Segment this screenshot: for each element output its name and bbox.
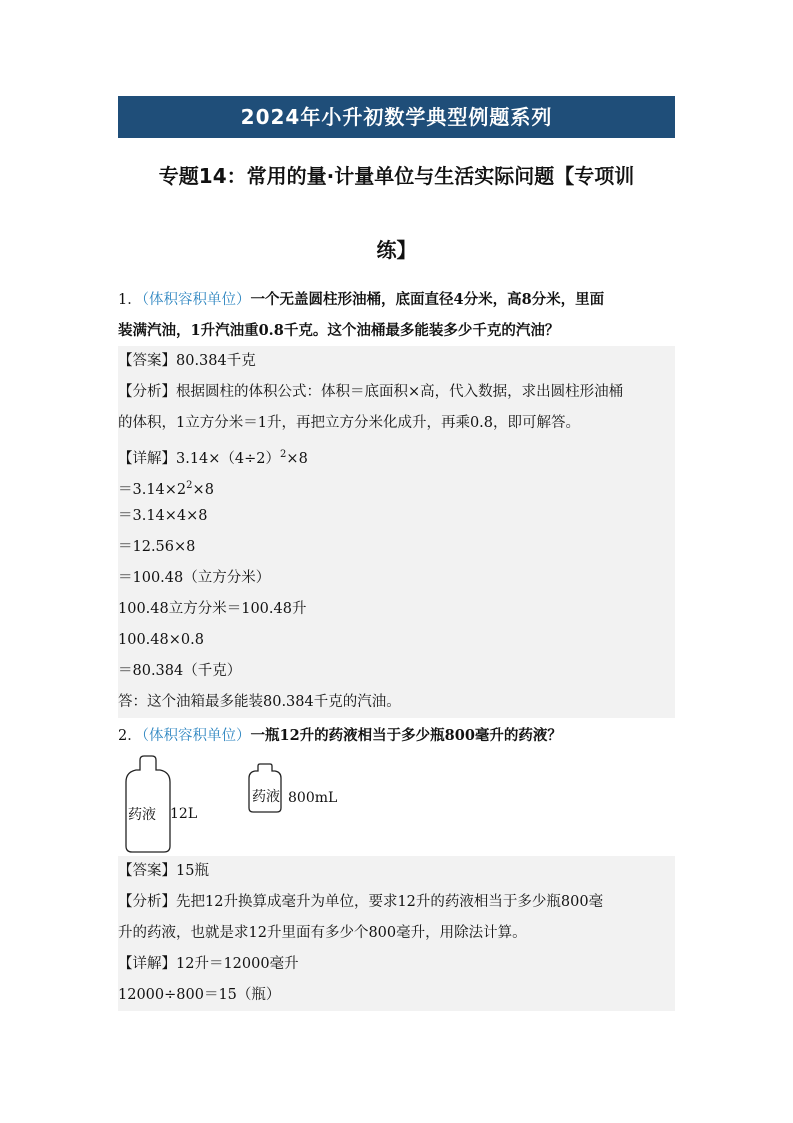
q1-step5: 100.48立方分米＝100.48升	[118, 594, 675, 625]
q1-answer: 【答案】80.384千克	[118, 346, 675, 377]
q1-step3: ＝12.56×8	[118, 532, 675, 563]
q1-line2: 装满汽油，1升汽油重0.8千克。这个油桶最多能装多少千克的汽油？	[118, 322, 560, 339]
q2-number: 2．	[118, 728, 142, 744]
small-bottle-volume: 800mL	[288, 790, 338, 806]
large-bottle-label: 药液	[128, 807, 156, 823]
q1-number: 1．	[118, 292, 142, 308]
q1-step1-pre: ＝3.14×2	[118, 481, 187, 498]
q1-analysis-1: 【分析】根据圆柱的体积公式：体积＝底面积×高，代入数据，求出圆柱形油桶	[118, 377, 675, 408]
q2-detail: 【详解】12升＝12000毫升	[118, 949, 675, 980]
small-bottle-label: 药液	[252, 789, 280, 805]
q1-tag: （体积容积单位）	[141, 292, 251, 308]
q2-answer: 【答案】15瓶	[118, 856, 675, 887]
q1-final-answer: 答：这个油箱最多能装80.384千克的汽油。	[118, 687, 675, 718]
q1-step4: ＝100.48（立方分米）	[118, 563, 675, 594]
q2-analysis-1: 【分析】先把12升换算成毫升为单位，要求12升的药液相当于多少瓶800毫	[118, 887, 675, 918]
q1-step2: ＝3.14×4×8	[118, 501, 675, 532]
topic-title-line1: 专题14：常用的量·计量单位与生活实际问题【专项训	[158, 164, 635, 188]
bottle-illustration	[118, 752, 675, 856]
q1-step7: ＝80.384（千克）	[118, 656, 675, 687]
q2-calculation: 12000÷800＝15（瓶）	[118, 980, 675, 1011]
q1-step6: 100.48×0.8	[118, 625, 675, 656]
q2-text: 一瓶12升的药液相当于多少瓶800毫升的药液？	[250, 727, 562, 744]
q1-detail	[118, 439, 675, 470]
q2-line1	[118, 720, 675, 751]
q1-analysis-2: 的体积，1立方分米＝1升，再把立方分米化成升，再乘0.8，即可解答。	[118, 408, 675, 439]
q1-detail-exponent: 2	[280, 449, 287, 460]
q1-step1	[118, 470, 675, 501]
q1-step1-exponent: 2	[186, 480, 193, 491]
q1-detail-label: 【详解】	[118, 450, 176, 467]
q1-detail-tail: ×8	[286, 450, 308, 467]
q1-detail-expr: 3.14×（4÷2）	[176, 450, 281, 467]
topic-title-line2: 练】	[376, 238, 417, 262]
large-bottle-volume: 12L	[170, 806, 198, 822]
q1-line1	[118, 284, 675, 315]
q1-text1: 一个无盖圆柱形油桶，底面直径4分米，高8分米，里面	[250, 291, 605, 308]
bottle-figure	[118, 752, 675, 856]
q2-analysis-2: 升的药液，也就是求12升里面有多少个800毫升，用除法计算。	[118, 918, 675, 949]
q2-tag: （体积容积单位）	[141, 728, 251, 744]
q1-step1-post: ×8	[192, 481, 214, 498]
series-banner: 2024年小升初数学典型例题系列	[118, 96, 675, 138]
